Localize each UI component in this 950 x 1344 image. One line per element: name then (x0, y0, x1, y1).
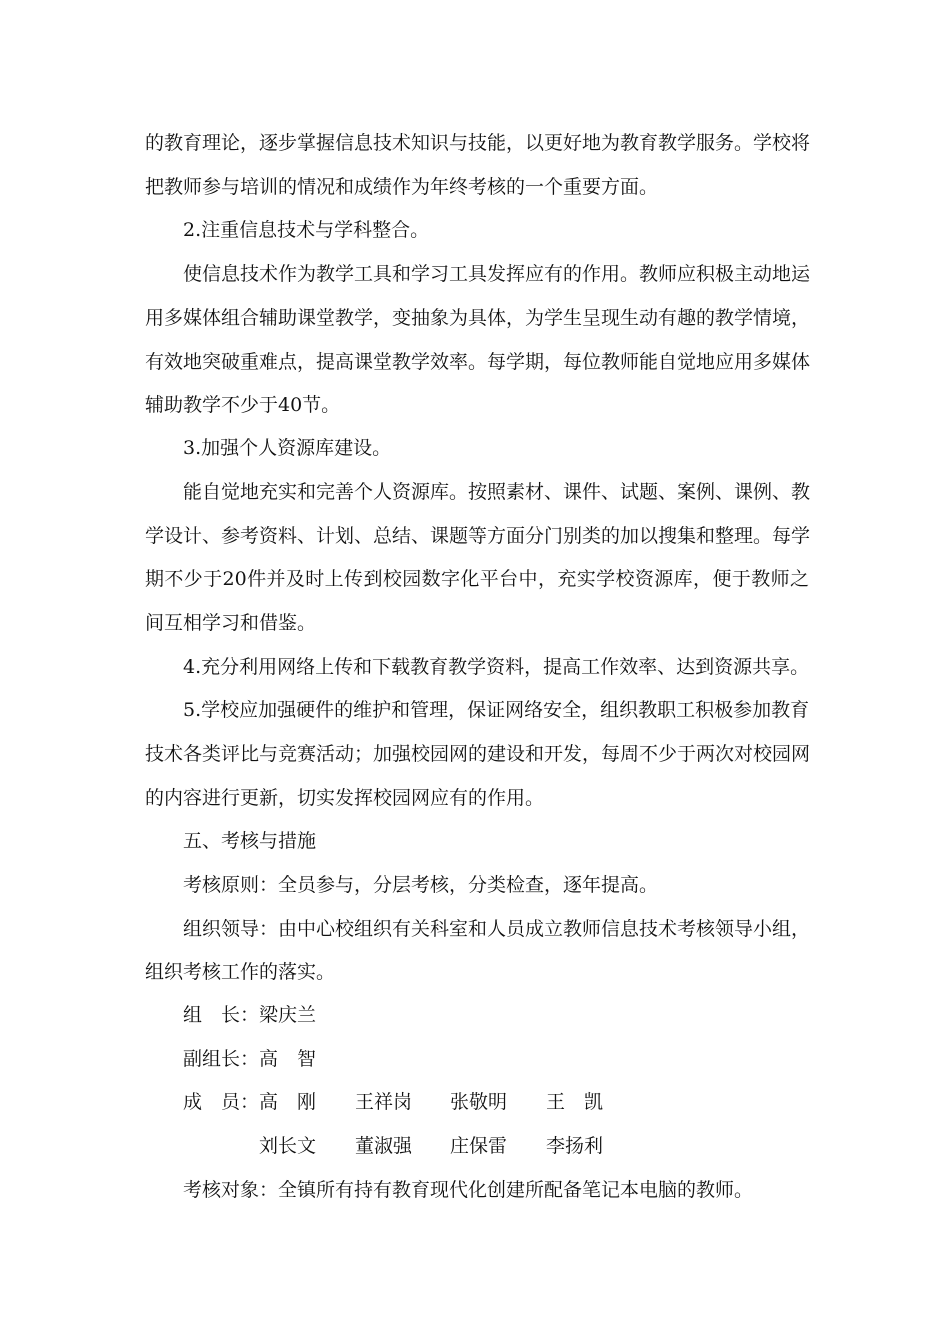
members-label: 成 员： (183, 1091, 260, 1113)
member-name: 刘长文 (259, 1135, 317, 1157)
member-name: 庄保雷 (450, 1135, 508, 1157)
leader-label: 组 长： (183, 1004, 260, 1026)
deputy-label: 副组长： (183, 1048, 260, 1070)
paragraph-line: 学设计、参考资料、计划、总结、课题等方面分门别类的加以搜集和整理。每学 (145, 525, 811, 547)
paragraph-line: 的内容进行更新，切实发挥校园网应有的作用。 (145, 787, 545, 809)
member-name: 张敬明 (450, 1091, 508, 1113)
paragraph-line: 有效地突破重难点，提高课堂教学效率。每学期，每位教师能自觉地应用多媒体 (145, 351, 811, 373)
paragraph-line: 辅助教学不少于40节。 (145, 394, 341, 416)
paragraph-line: 期不少于20件并及时上传到校园数字化平台中，充实学校资源库，便于教师之 (145, 568, 809, 590)
paragraph-line: 组织领导：由中心校组织有关科室和人员成立教师信息技术考核领导小组， (183, 918, 811, 940)
member-name: 董淑强 (355, 1135, 413, 1157)
member-name: 高 刚 (259, 1091, 317, 1113)
member-name: 李扬利 (546, 1135, 604, 1157)
section-heading: 4.充分利用网络上传和下载教育教学资料，提高工作效率、达到资源共享。 (183, 656, 810, 678)
paragraph-line: 技术各类评比与竞赛活动；加强校园网的建设和开发，每周不少于两次对校园网 (145, 743, 811, 765)
deputy-name: 高 智 (259, 1048, 317, 1070)
leader-name: 梁庆兰 (259, 1004, 317, 1026)
section-heading: 五、考核与措施 (183, 830, 317, 852)
section-heading: 2.注重信息技术与学科整合。 (183, 219, 430, 241)
paragraph-line: 使信息技术作为教学工具和学习工具发挥应有的作用。教师应积极主动地运 (183, 263, 811, 285)
paragraph-line: 考核原则：全员参与，分层考核，分类检查，逐年提高。 (183, 874, 659, 896)
paragraph-line: 间互相学习和借鉴。 (145, 612, 317, 634)
paragraph-line: 考核对象：全镇所有持有教育现代化创建所配备笔记本电脑的教师。 (183, 1179, 754, 1201)
paragraph-line: 5.学校应加强硬件的维护和管理，保证网络安全，组织教职工积极参加教育 (183, 699, 810, 721)
paragraph-line: 组织考核工作的落实。 (145, 961, 336, 983)
section-heading: 3.加强个人资源库建设。 (183, 437, 392, 459)
member-name: 王 凯 (546, 1091, 604, 1113)
paragraph-line: 把教师参与培训的情况和成绩作为年终考核的一个重要方面。 (145, 176, 659, 198)
paragraph-line: 能自觉地充实和完善个人资源库。按照素材、课件、试题、案例、课例、教 (183, 481, 811, 503)
member-name: 王祥岗 (355, 1091, 413, 1113)
paragraph-line: 用多媒体组合辅助课堂教学，变抽象为具体，为学生呈现生动有趣的教学情境， (145, 307, 811, 329)
paragraph-line: 的教育理论，逐步掌握信息技术知识与技能，以更好地为教育教学服务。学校将 (145, 132, 811, 154)
